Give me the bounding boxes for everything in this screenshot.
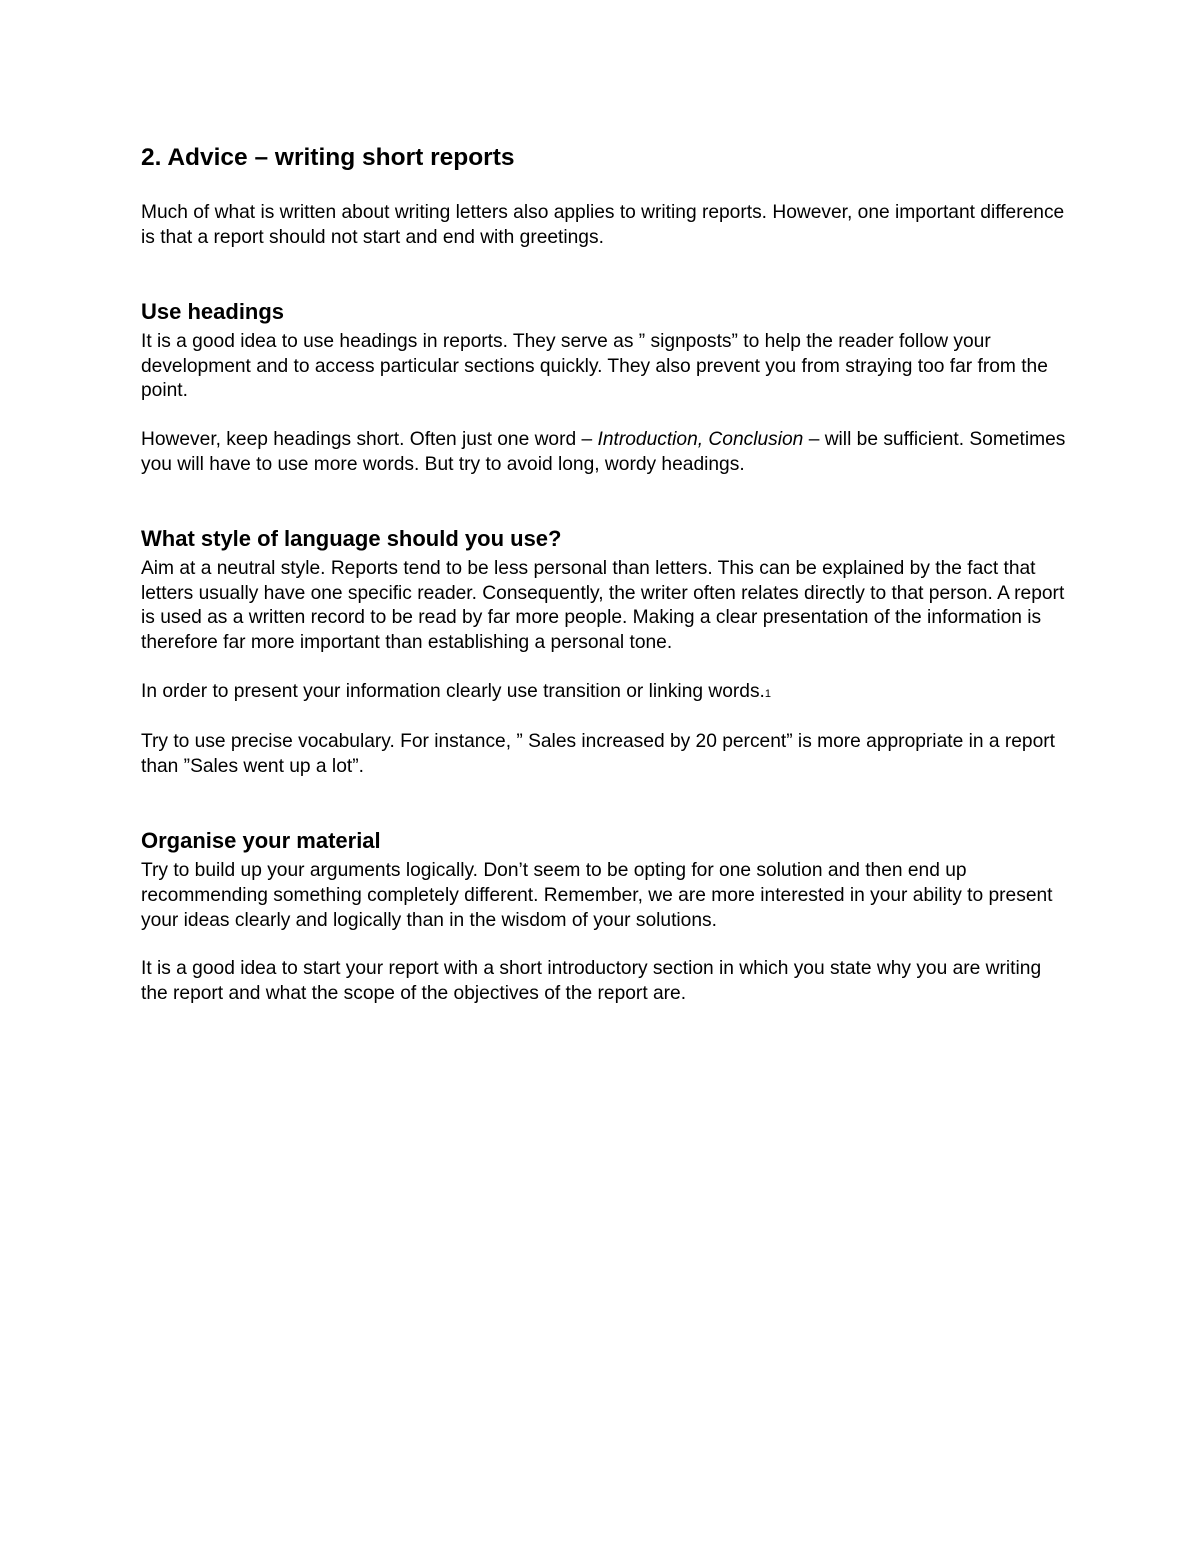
section-heading-language-style: What style of language should you use? xyxy=(141,526,562,552)
footnote-marker: 1 xyxy=(764,687,772,700)
section-heading-use-headings: Use headings xyxy=(141,299,285,325)
style-paragraph-2 xyxy=(141,680,1071,707)
headings-paragraph-1: It is a good idea to use headings in reports. They serve as ” signposts” to help the reader follow your development and to access particular sections quickly. They also prevent you from straying too far from the point. xyxy=(141,331,1048,402)
style-paragraph-1: Aim at a neutral style. Reports tend to be less personal than letters. This can be explained by the fact that letters usually have one specific reader. Consequently, the writer often relates directly to that person. A report is used as a written record to be read by far more people. Making a clear presentation of the information is therefore far more important than establishing a personal tone. xyxy=(141,558,1065,653)
headings-paragraph-2 xyxy=(141,428,1071,477)
section-heading-organise-material: Organise your material xyxy=(141,828,381,854)
organise-paragraph-2: It is a good idea to start your report with a short introductory section in which you state why you are writing the report and what the scope of the objectives of the report are. xyxy=(141,958,1042,1004)
intro-paragraph: Much of what is written about writing letters also applies to writing reports. However, one important difference is that a report should not start and end with greetings. xyxy=(141,202,1065,248)
style-paragraph-2-text: In order to present your information clearly use transition or linking words. xyxy=(141,680,765,702)
document-page xyxy=(141,138,1071,1006)
style-paragraph-3: Try to use precise vocabulary. For instance, ” Sales increased by 20 percent” is more appropriate in a report than ”Sales went up a lot”. xyxy=(141,731,1055,777)
headings-paragraph-2-start: However, keep headings short. Often just one word – xyxy=(141,428,598,450)
organise-paragraph-1: Try to build up your arguments logically. Don’t seem to be opting for one solution and then end up recommending something completely different. Remember, we are more interested in your ability to present your ideas clearly and logically than in the wisdom of your solutions. xyxy=(141,860,1053,931)
page-title: 2. Advice – writing short reports xyxy=(141,144,515,171)
headings-examples: Introduction, Conclusion xyxy=(597,428,804,450)
headings-paragraph-2-end: – will be sufficient. Sometimes you will have to use more words. But try to avoid long, wordy headings. xyxy=(141,428,1066,475)
